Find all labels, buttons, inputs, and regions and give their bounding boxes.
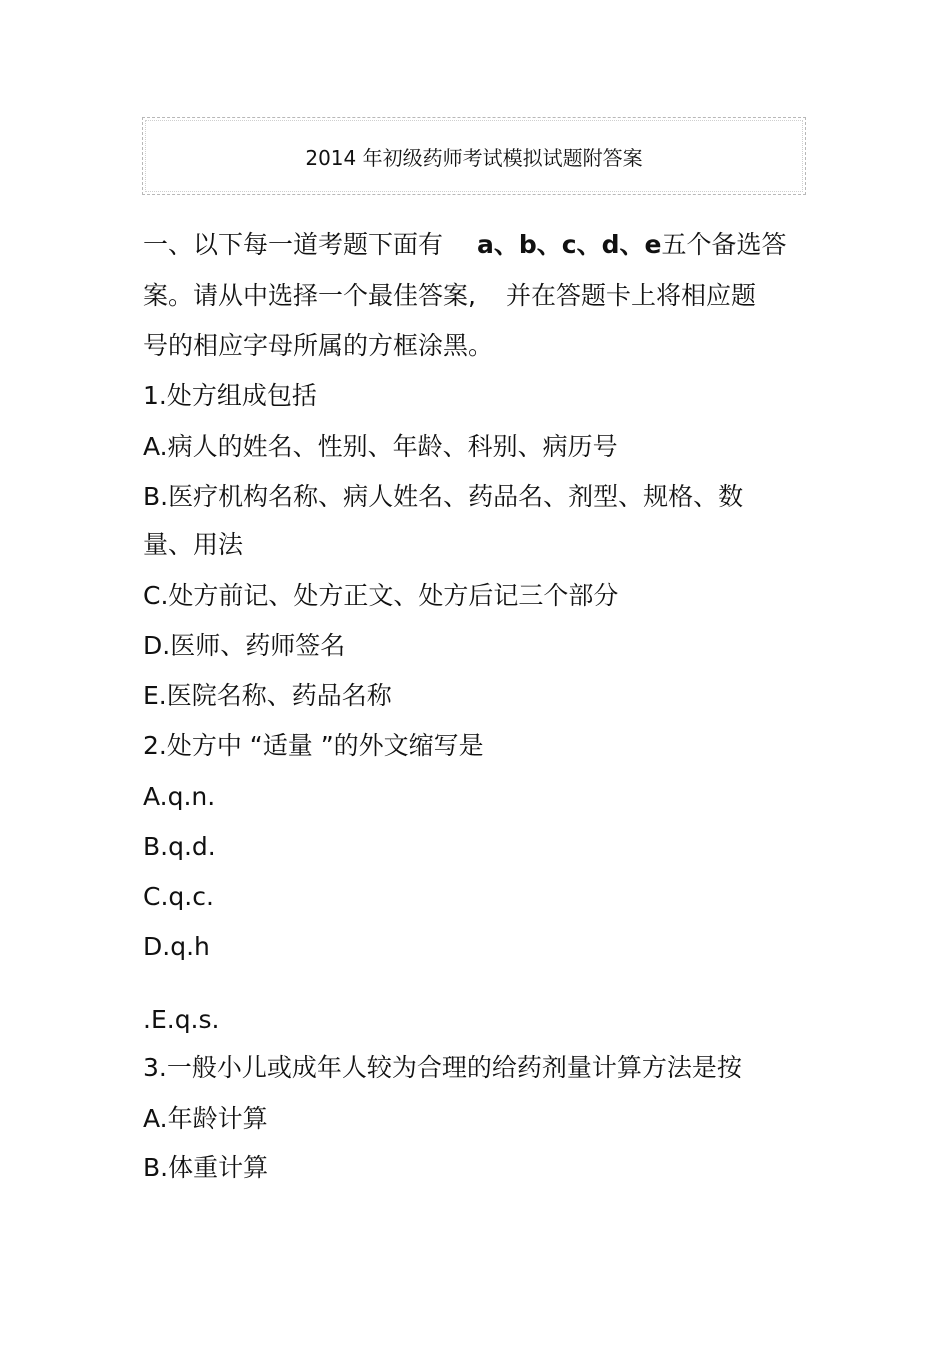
question-1-option-b-cont: 量、用法 [143, 530, 244, 559]
answer-letters: a、b、c、d、e [477, 230, 662, 259]
document-title: 2014 年初级药师考试模拟试题附答案 [305, 146, 643, 170]
question-2-option-d: D.q.h [143, 932, 210, 961]
question-1-option-b: B.医疗机构名称、病人姓名、药品名、剂型、规格、数 [143, 482, 744, 511]
question-1-stem: 1.处方组成包括 [143, 381, 317, 410]
question-1-option-a: A.病人的姓名、性别、年龄、科别、病历号 [143, 432, 618, 461]
instructions-text: 五个备选答 [661, 230, 787, 259]
question-2-option-a: A.q.n. [143, 782, 216, 811]
title-box [142, 117, 806, 195]
question-1-option-c: C.处方前记、处方正文、处方后记三个部分 [143, 581, 619, 610]
question-2-option-c: C.q.c. [143, 882, 214, 911]
question-1-option-d: D.医师、药师签名 [143, 631, 346, 660]
question-3-stem: 3.一般小儿或成年人较为合理的给药剂量计算方法是按 [143, 1053, 742, 1082]
instructions-text: 一、以下每一道考题下面有 [143, 230, 444, 259]
question-3-option-a: A.年龄计算 [143, 1104, 268, 1133]
instructions-line-1 [143, 229, 786, 261]
instructions-text: 案。请从中选择一个最佳答案, [143, 281, 476, 310]
question-3-option-b: B.体重计算 [143, 1153, 269, 1182]
question-2-stem: 2.处方中 “适量 ”的外文缩写是 [143, 731, 484, 760]
question-2-option-b: B.q.d. [143, 832, 216, 861]
question-1-option-e: E.医院名称、药品名称 [143, 681, 392, 710]
question-2-option-e: .E.q.s. [143, 1005, 220, 1034]
instructions-line-2 [143, 280, 756, 312]
instructions-line-3: 号的相应字母所属的方框涂黑。 [143, 331, 494, 360]
instructions-text: 并在答题卡上将相应题 [505, 281, 756, 310]
